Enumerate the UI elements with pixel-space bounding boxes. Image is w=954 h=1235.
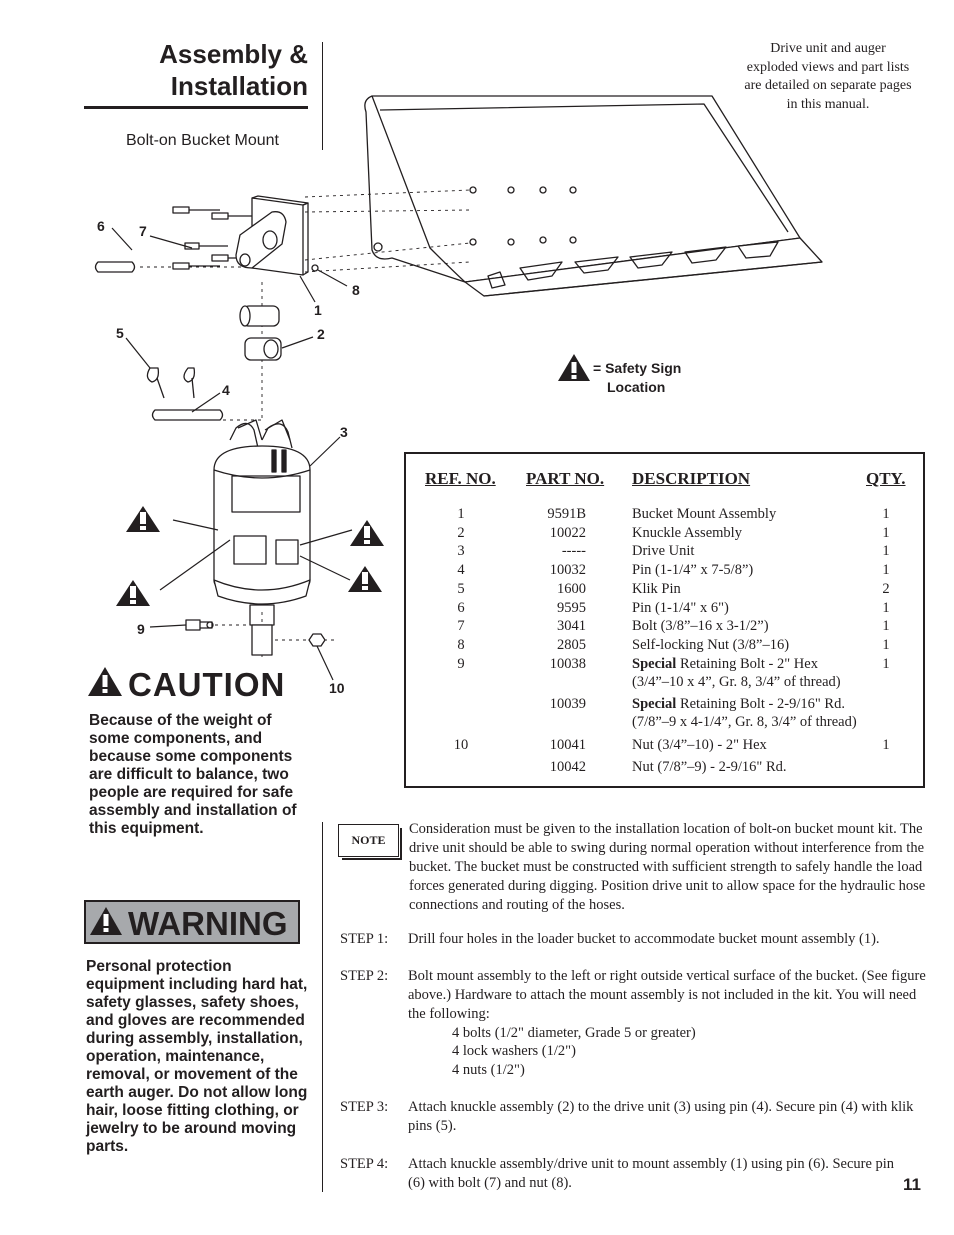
- cell-desc: Self-locking Nut (3/8”–16): [632, 637, 790, 653]
- step-2-item: 4 lock washers (1/2"): [452, 1043, 576, 1059]
- cell-qty: 2: [882, 581, 890, 597]
- cell-desc: [632, 655, 818, 674]
- callout-3: 3: [340, 424, 348, 440]
- safety-sign-label-line: = Safety Sign: [593, 360, 682, 376]
- diagram-note-line: in this manual.: [786, 96, 870, 112]
- callout-1: 1: [314, 302, 322, 318]
- callout-6: 6: [97, 218, 105, 234]
- warning-triangle-icon: [350, 520, 384, 546]
- cell-desc: Knuckle Assembly: [632, 525, 742, 541]
- warning-triangle-icon: [88, 667, 122, 696]
- step-4-text: Attach knuckle assembly/drive unit to mount assembly (1) using pin (6). Secure pin (6) with bolt (7) and nut (8).: [408, 1156, 895, 1191]
- cell-part: -----: [561, 543, 586, 559]
- cell-part: 3041: [557, 618, 586, 634]
- cell-part: 10041: [549, 737, 586, 753]
- warning-heading: [84, 900, 300, 944]
- step-1-label: STEP 1:: [340, 931, 389, 947]
- header-part-no: PART NO.: [526, 469, 605, 488]
- cell-part: 1600: [557, 581, 586, 597]
- cell-qty: 1: [882, 543, 890, 559]
- callout-4: 4: [222, 382, 230, 398]
- diagram-note-line: are detailed on separate pages: [744, 78, 912, 93]
- warning-triangle-icon: [126, 506, 160, 532]
- warning-word: WARNING: [128, 905, 288, 942]
- step-3-label: STEP 3:: [340, 1099, 389, 1115]
- cell-desc-bold: Special: [632, 656, 677, 672]
- caution-word: CAUTION: [128, 666, 286, 703]
- cell-qty: 1: [882, 525, 890, 541]
- bucket-mount-drawing: [236, 196, 318, 275]
- step-1-text: Drill four holes in the loader bucket to accommodate bucket mount assembly (1).: [408, 931, 880, 947]
- step-4-label: STEP 4:: [340, 1156, 389, 1172]
- callout-7: 7: [139, 223, 147, 239]
- cell-part: 9591B: [547, 506, 586, 522]
- diagram-note-line: Drive unit and auger: [770, 41, 886, 56]
- callout-10: 10: [329, 680, 345, 696]
- diagram-note-line: exploded views and part lists: [746, 59, 910, 75]
- warning-triangle-icon: [90, 907, 122, 935]
- callout-9: 9: [137, 621, 145, 637]
- cell-qty: 1: [882, 618, 890, 634]
- cell-part: 10022: [549, 525, 586, 541]
- safety-sign-label: [593, 359, 681, 397]
- note-badge: [338, 824, 399, 857]
- callout-2: 2: [317, 326, 325, 342]
- title-line-2: Installation: [170, 71, 308, 101]
- caution-text: Because of the weight of some components, and because some components are difficult to balance, two people are required for safe assembly and installation of this equipment.: [89, 712, 297, 837]
- cell-qty: 1: [882, 600, 890, 616]
- safety-sign-label-line: Location: [607, 379, 666, 395]
- cell-desc: Bucket Mount Assembly: [632, 506, 777, 522]
- cell-desc: Nut (3/4”–10) - 2" Hex: [632, 737, 767, 753]
- note-label: NOTE: [351, 833, 386, 847]
- cell-part: 10032: [549, 562, 586, 578]
- cell-desc-rest: Retaining Bolt - 2" Hex: [676, 656, 818, 672]
- cell-ref: 3: [457, 543, 465, 559]
- callout-5: 5: [116, 325, 124, 341]
- cell-desc-line2: (3/4”–10 x 4”, Gr. 8, 3/4” of thread): [632, 674, 841, 690]
- cell-ref: 10: [453, 737, 469, 753]
- cell-qty: 1: [882, 506, 890, 522]
- cell-part: 10039: [549, 696, 586, 712]
- cell-qty: 1: [882, 737, 890, 753]
- cell-qty: 1: [882, 656, 890, 672]
- cell-desc: [632, 695, 845, 714]
- cell-desc: Nut (7/8”–9) - 2-9/16" Rd.: [632, 759, 787, 775]
- cell-part: 10042: [549, 759, 586, 775]
- cell-qty: 1: [882, 637, 890, 653]
- cell-part: 10038: [549, 656, 586, 672]
- cell-part: 9595: [557, 600, 586, 616]
- cell-ref: 7: [457, 618, 465, 634]
- caution-heading: [86, 662, 298, 706]
- warning-text: Personal protection equipment including hard hat, safety glasses, safety shoes, and gloves are recommended during assembly, installation, operation, maintenance, removal, or movement of the earth auger. Do not allow long hair, loose fitting clothing, or jewelry to be around moving parts.: [86, 958, 308, 1155]
- cell-ref: 8: [457, 637, 465, 653]
- title-line-1: Assembly &: [159, 39, 308, 69]
- safety-sign-legend: [557, 353, 707, 395]
- step-3-text: Attach knuckle assembly (2) to the drive unit (3) using pin (4). Secure pin (4) with klik pins (5).: [408, 1099, 914, 1134]
- callout-8: 8: [352, 282, 360, 298]
- cell-desc: Drive Unit: [632, 543, 695, 559]
- column-divider-bottom: [322, 822, 323, 1192]
- parts-table: [404, 452, 925, 788]
- klik-pins-drawing: [147, 368, 194, 398]
- cell-desc: Pin (1-1/4” x 7-5/8”): [632, 562, 754, 578]
- step-2-item: 4 bolts (1/2" diameter, Grade 5 or greater): [452, 1025, 696, 1041]
- cell-ref: 4: [457, 562, 465, 578]
- warning-triangle-icon: [348, 566, 382, 592]
- pin-6-drawing: [96, 262, 135, 272]
- cell-ref: 9: [457, 656, 465, 672]
- cell-ref: 2: [457, 525, 465, 541]
- cell-desc-line2: (7/8”–9 x 4-1/4”, Gr. 8, 3/4” of thread): [632, 714, 857, 730]
- knuckle-drawing: [240, 306, 281, 360]
- page-number: 11: [903, 1175, 921, 1194]
- step-2-item: 4 nuts (1/2"): [452, 1062, 525, 1078]
- warning-triangle-icon: [557, 353, 591, 383]
- cell-ref: 6: [457, 600, 465, 616]
- cell-qty: 1: [882, 562, 890, 578]
- header-qty: QTY.: [866, 469, 906, 488]
- cell-ref: 5: [457, 581, 465, 597]
- header-ref-no: REF. NO.: [425, 469, 496, 488]
- cell-desc-bold: Special: [632, 696, 677, 712]
- cell-part: 2805: [557, 637, 586, 653]
- cell-ref: 1: [457, 506, 465, 522]
- note-text: Consideration must be given to the installation location of bolt-on bucket mount kit. The drive unit should be able to swing during normal operation without interference from the bucket. The bucket must be constructed with sufficient strength to safely handle the load forces generated during digging. Position drive unit to allow space for the hydraulic hose connections and routing of the hoses.: [409, 821, 926, 913]
- cell-desc: Pin (1-1/4" x 6"): [632, 600, 729, 616]
- warning-triangle-icon: [116, 580, 150, 606]
- cell-desc-rest: Retaining Bolt - 2-9/16" Rd.: [676, 696, 845, 712]
- bucket-drawing: [365, 96, 822, 296]
- header-description: DESCRIPTION: [632, 469, 751, 488]
- step-2-label: STEP 2:: [340, 968, 389, 984]
- cell-desc: Bolt (3/8”–16 x 3-1/2”): [632, 618, 769, 634]
- cell-desc: Klik Pin: [632, 581, 681, 597]
- step-2-text: Bolt mount assembly to the left or right outside vertical surface of the bucket. (See figure above.) Hardware to attach the mount assembly is not included in the kit. You will need the following:: [408, 968, 926, 1022]
- section-subtitle: Bolt-on Bucket Mount: [126, 132, 279, 149]
